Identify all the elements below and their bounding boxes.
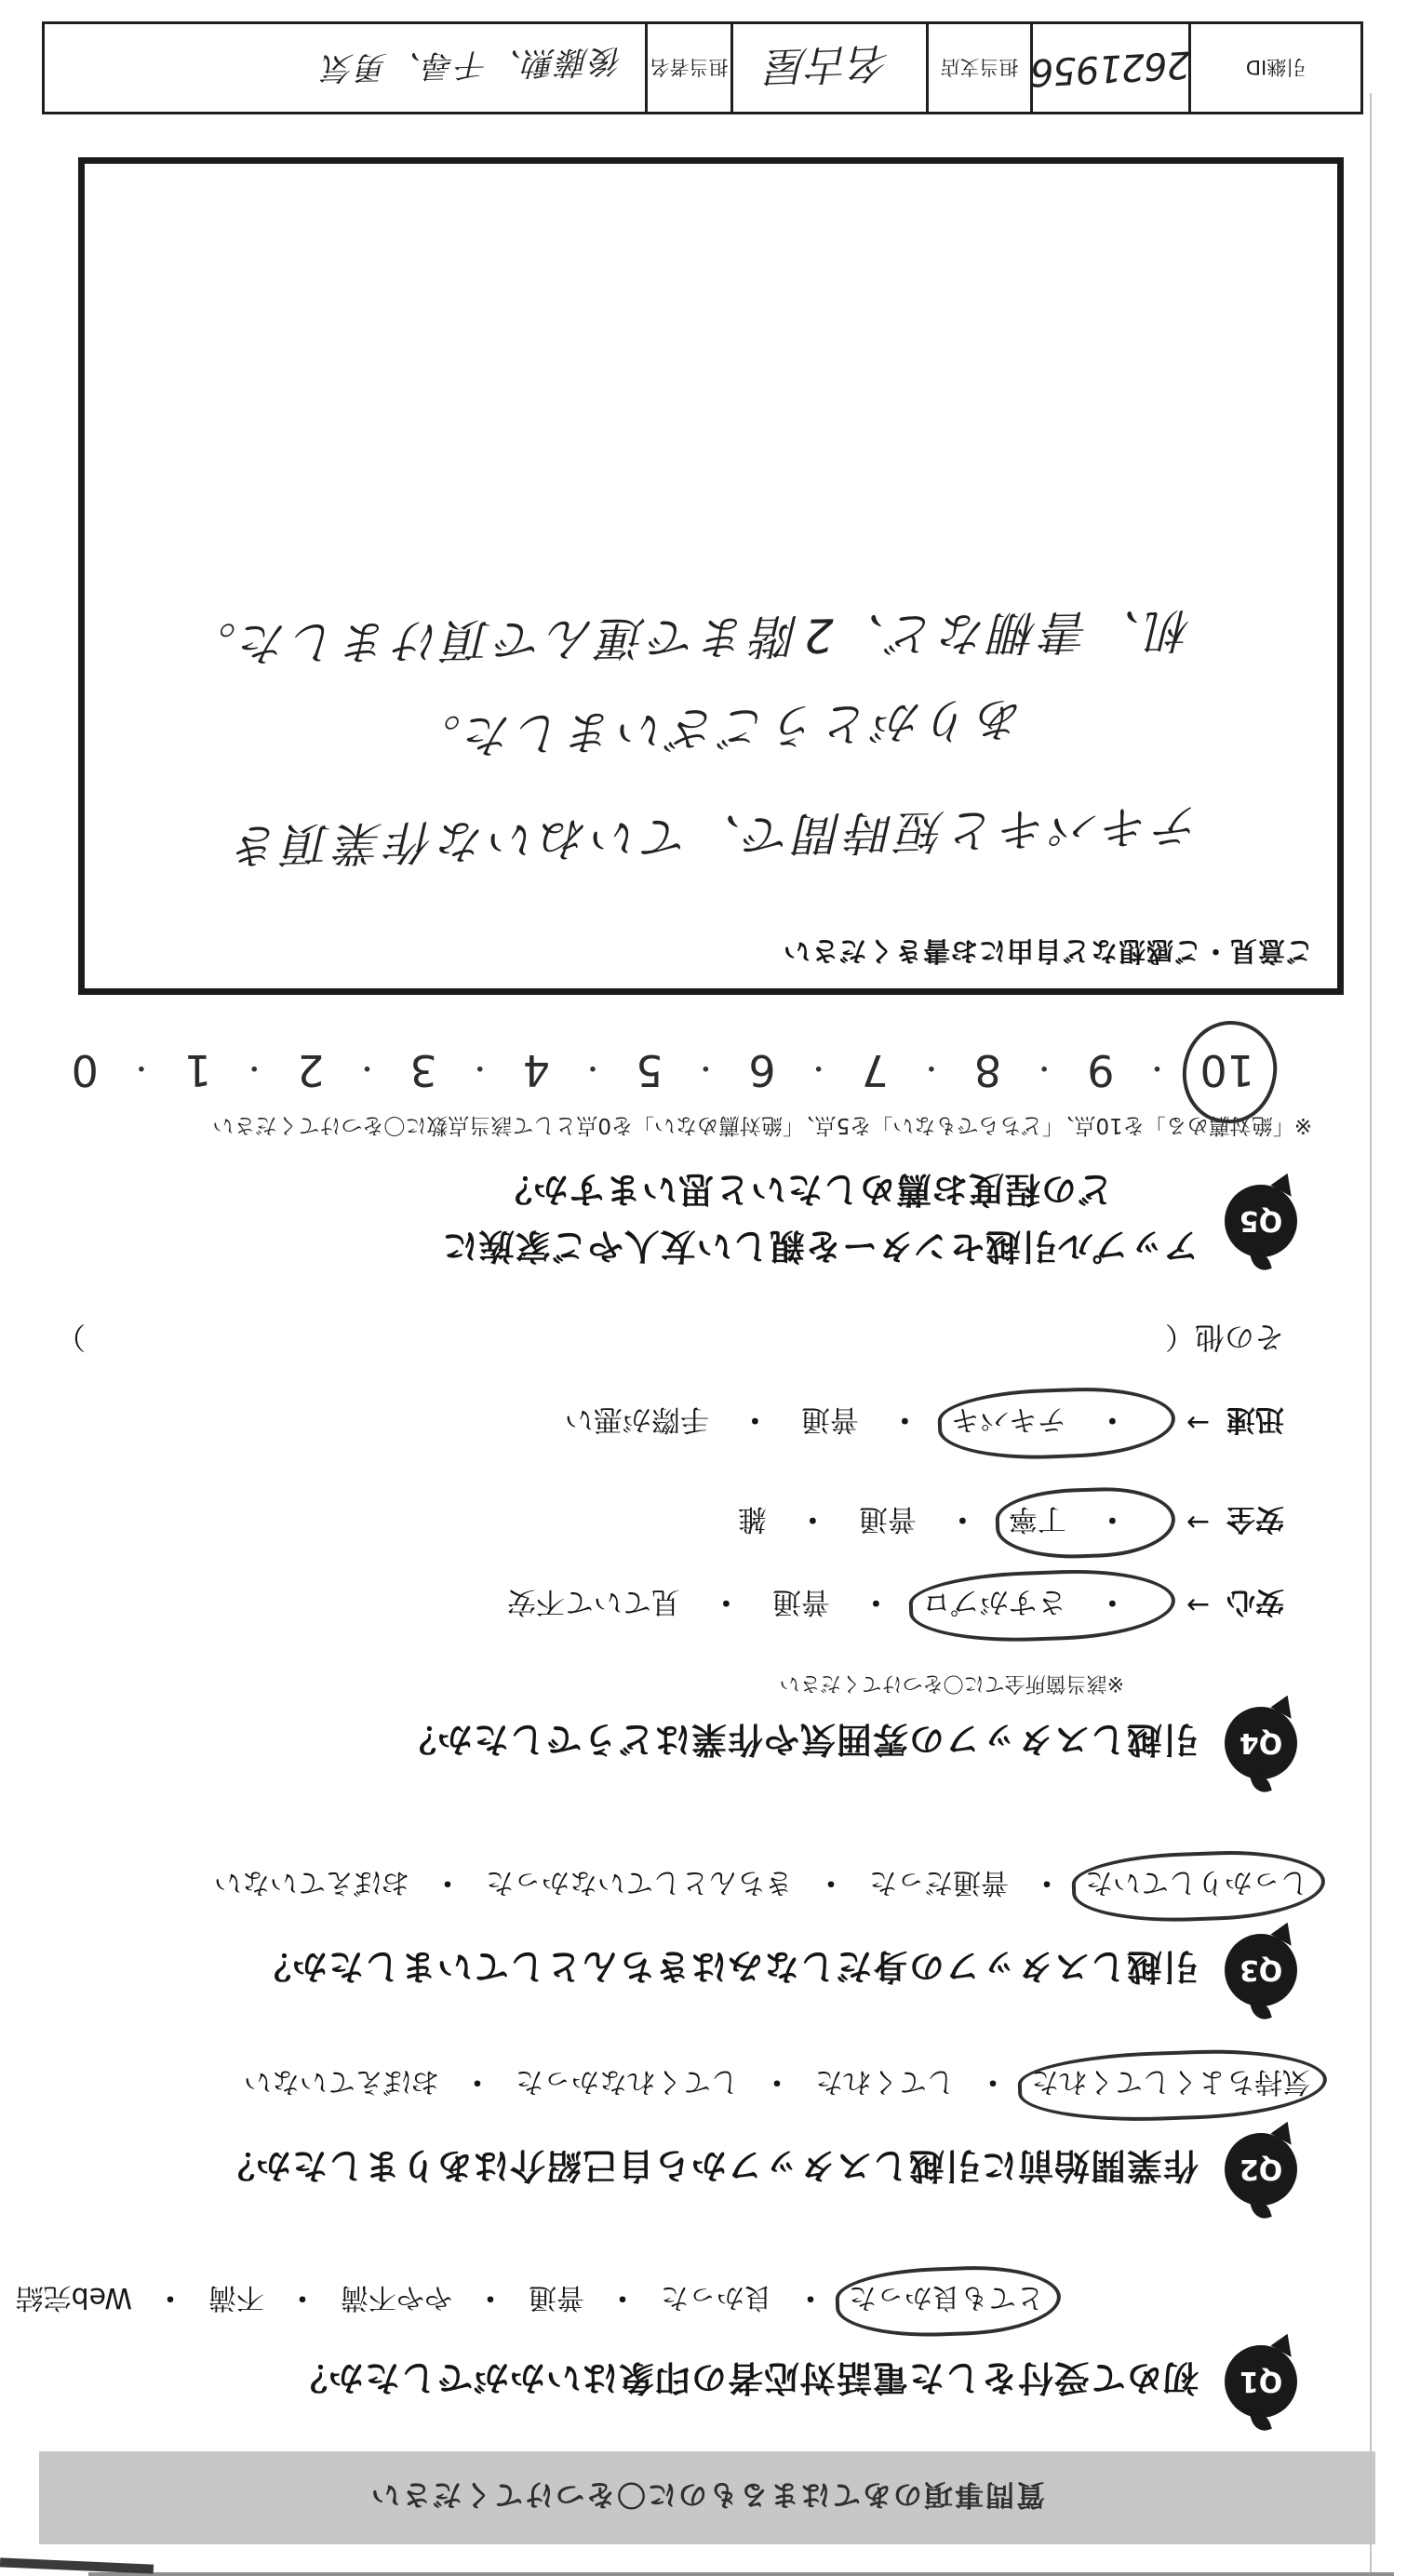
- comment-box-header: ご意見・ご感想など自由にお書きください: [782, 935, 1313, 967]
- q2-option-selected: 気持ちよくしてくれた: [1031, 2064, 1310, 2105]
- q4-row3-option-selected: ・ テキパキ: [951, 1402, 1159, 1443]
- q4-row-anshin: [0, 1584, 1284, 1626]
- q5-question-line1: アップル引越センターを親しい友人やご家族に: [441, 1226, 1199, 1267]
- q3-option: ・ おぼえていない: [214, 1865, 486, 1906]
- form-title-band: [39, 2451, 1375, 2544]
- q2-option: ・ おぼえていない: [244, 2064, 516, 2105]
- q2-speech-bubble-icon: [1225, 2133, 1297, 2206]
- q4-note: ※該当箇所全てに〇をつけてください: [779, 1671, 1124, 1695]
- q4-other-close: ）: [56, 1320, 87, 1355]
- q4-row-anzen: [0, 1501, 1284, 1543]
- q5-nps-scale: [0, 1045, 1254, 1095]
- free-comment-box: [78, 157, 1344, 995]
- q2-option: ・ してくれなかった: [516, 2064, 815, 2105]
- q4-row3-option: ・ 普通: [801, 1402, 951, 1443]
- nps-score: ・ 3: [409, 1045, 522, 1095]
- arrow-icon: →: [1186, 1589, 1210, 1621]
- nps-score: ・ 4: [523, 1045, 636, 1095]
- q4-speech-bubble-icon: [1225, 1707, 1297, 1779]
- q4-icon-label: Q4: [1239, 1726, 1283, 1760]
- handwritten-comment-line: ありがとうございました。: [409, 691, 1025, 765]
- q1-option-selected: とても良かった: [849, 2280, 1044, 2321]
- q1-option: ・ やや不満: [341, 2280, 529, 2321]
- q5-question-line2: どの程度お薦めしたいと思いますか？: [495, 1169, 1113, 1210]
- nps-score: ・ 2: [297, 1045, 409, 1095]
- handwritten-comment-line: テキパキと短時間で、ていねいな作業頂き: [229, 798, 1202, 873]
- q4-row2-option-selected: ・ 丁寧: [1009, 1501, 1159, 1543]
- nps-score: ・ 6: [748, 1045, 861, 1095]
- q4-row2-option: ・ 雑: [738, 1501, 859, 1543]
- q2-option: ・ してくれた: [815, 2064, 1031, 2105]
- q1-icon-label: Q1: [1239, 2365, 1283, 2398]
- q1-option: ・ Web完結: [16, 2280, 208, 2321]
- q3-icon-label: Q3: [1239, 1953, 1283, 1987]
- q3-option: ・ きちんとしていなかった: [486, 1865, 869, 1906]
- q4-other-open: その他（: [1164, 1320, 1284, 1355]
- q4-row2-option: ・ 普通: [859, 1501, 1009, 1543]
- nps-score: ・ 7: [862, 1045, 974, 1095]
- q3-question-text: 引越しスタッフの身だしなみはきちんとしていましたか？: [254, 1946, 1199, 1988]
- question-block-q4: [0, 1318, 1407, 1779]
- q3-option-selected: しっかりしていた: [1085, 1865, 1308, 1906]
- arrow-icon: →: [1186, 1506, 1210, 1538]
- nps-score-10-selected: 10: [1199, 1045, 1254, 1095]
- question-block-q2: [0, 2064, 1407, 2206]
- q3-option: ・ 普通だった: [869, 1865, 1085, 1906]
- scan-edge-artifact: [88, 2572, 1394, 2576]
- field-value-handover-id: 2621956: [1030, 24, 1188, 112]
- q4-row-label: 安全: [1226, 1502, 1284, 1536]
- field-label-branch: 担当支店: [926, 24, 1030, 112]
- scan-edge-artifact: [1370, 93, 1372, 2576]
- question-block-q3: [0, 1865, 1407, 2006]
- nps-score: ・ 5: [636, 1045, 748, 1095]
- q3-options-row: [0, 1865, 1308, 1906]
- question-block-q5: [0, 1045, 1407, 1275]
- q2-question-text: 作業開始前に引越しスタッフから自己紹介はありましたか？: [218, 2145, 1199, 2187]
- q4-row1-option-selected: ・ さすがプロ: [922, 1584, 1159, 1626]
- q4-row-jinsoku: [0, 1402, 1284, 1443]
- nps-score: ・ 8: [974, 1045, 1087, 1095]
- q1-option: ・ 不満: [208, 2280, 341, 2321]
- q4-row-label: 迅速: [1226, 1402, 1284, 1436]
- q1-question-text: 初めて受付をした電話対応者の印象はいかがでしたか？: [290, 2357, 1199, 2399]
- q1-speech-bubble-icon: [1225, 2345, 1297, 2418]
- q3-speech-bubble-icon: [1225, 1934, 1297, 2006]
- q1-option: ・ 良かった: [661, 2280, 849, 2321]
- nps-score: ・ 9: [1087, 1045, 1199, 1095]
- q1-option: ・ 普通: [529, 2280, 661, 2321]
- form-title: 質問事項のあてはまるものに〇をつけてください: [369, 2477, 1045, 2512]
- field-label-handover-id: 引継ID: [1188, 24, 1360, 112]
- q4-row-label: 安心: [1226, 1585, 1284, 1618]
- q1-options-row: [0, 2280, 1044, 2321]
- q2-options-row: [0, 2064, 1310, 2105]
- q4-other-field: [56, 1318, 1284, 1361]
- q5-speech-bubble-icon: [1225, 1185, 1297, 1257]
- handwritten-comment-line: 机、書棚など、2階まで運んで頂けました。: [184, 602, 1193, 671]
- q4-row1-option: ・ 普通: [772, 1584, 922, 1626]
- q4-question-text: 引越しスタッフの雰囲気や作業はどうでしたか？: [399, 1719, 1199, 1761]
- q4-row1-option: ・ 見ていて不安: [507, 1584, 772, 1626]
- q5-icon-label: Q5: [1239, 1204, 1283, 1238]
- field-label-staff-names: 担当者名: [645, 24, 730, 112]
- nps-score: ・ 0: [72, 1045, 184, 1095]
- question-block-q1: [0, 2280, 1407, 2418]
- q5-note: ※「絶対薦める」を10点、「どちらでもない」を5点、「絶対薦めない」を0点として該当点数に〇をつけてください: [212, 1113, 1312, 1137]
- q2-icon-label: Q2: [1239, 2153, 1283, 2186]
- nps-score: ・ 1: [184, 1045, 297, 1095]
- arrow-icon: →: [1186, 1406, 1210, 1439]
- q4-rating-rows: [0, 1402, 1297, 1626]
- field-value-staff-names: 後藤勲、千尋、勇気: [320, 42, 623, 87]
- q4-row3-option: ・ 手際が悪い: [565, 1402, 801, 1443]
- handover-id-table: [42, 21, 1363, 114]
- field-value-branch: 名古屋: [730, 24, 926, 112]
